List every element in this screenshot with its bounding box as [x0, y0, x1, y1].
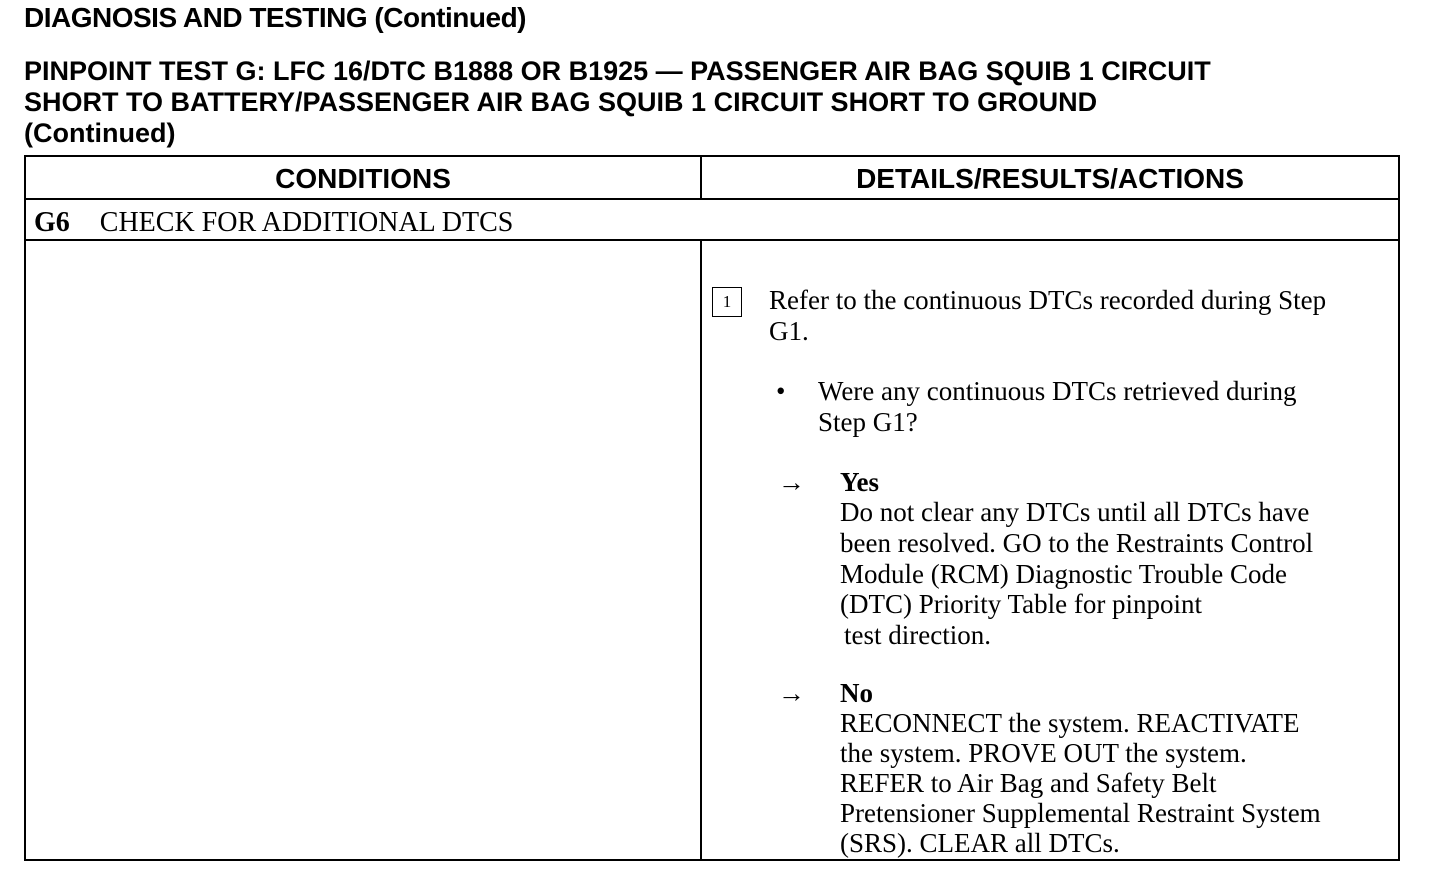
- yes-text-line: been resolved. GO to the Restraints Control: [840, 528, 1314, 558]
- row-divider: [26, 239, 1398, 241]
- no-text-line: Pretensioner Supplemental Restraint System: [840, 798, 1321, 828]
- no-text-line: REFER to Air Bag and Safety Belt: [840, 768, 1217, 798]
- yes-text-line: test direction.: [844, 620, 991, 650]
- column-divider: [700, 157, 702, 199]
- pinpoint-test-title: [24, 56, 1424, 149]
- arrow-right-icon: →: [778, 678, 805, 708]
- yes-label: Yes: [840, 467, 879, 497]
- column-header-conditions: CONDITIONS: [275, 163, 451, 194]
- yes-text-line: (DTC) Priority Table for pinpoint: [840, 589, 1203, 619]
- step-id: G6: [34, 207, 70, 238]
- bullet-icon: •: [776, 376, 786, 406]
- question-line: Were any continuous DTCs retrieved during: [818, 376, 1297, 406]
- action-text-line: G1.: [769, 316, 809, 346]
- step-title-row: [34, 207, 513, 239]
- step-title: CHECK FOR ADDITIONAL DTCS: [99, 207, 514, 238]
- no-label: No: [840, 678, 873, 708]
- no-text-line: RECONNECT the system. REACTIVATE: [840, 708, 1300, 738]
- action-text-line: Refer to the continuous DTCs recorded during Step: [769, 285, 1327, 315]
- column-divider: [700, 241, 702, 859]
- section-heading: DIAGNOSIS AND TESTING (Continued): [24, 2, 526, 33]
- test-title-line: SHORT TO BATTERY/PASSENGER AIR BAG SQUIB 1 CIRCUIT SHORT TO GROUND: [24, 87, 1098, 117]
- no-text-line: (SRS). CLEAR all DTCs.: [840, 828, 1120, 858]
- arrow-right-icon: →: [778, 467, 805, 497]
- row-divider: [26, 198, 1398, 200]
- action-number-box: 1: [712, 287, 742, 317]
- column-header-details: DETAILS/RESULTS/ACTIONS: [856, 163, 1244, 194]
- question-line: Step G1?: [818, 407, 918, 437]
- pinpoint-test-table: [24, 155, 1400, 861]
- test-title-line: (Continued): [24, 118, 176, 148]
- no-text-line: the system. PROVE OUT the system.: [840, 738, 1247, 768]
- yes-text-line: Do not clear any DTCs until all DTCs have: [840, 497, 1310, 527]
- yes-text-line: Module (RCM) Diagnostic Trouble Code: [840, 559, 1288, 589]
- test-title-line: PINPOINT TEST G: LFC 16/DTC B1888 OR B1925 — PASSENGER AIR BAG SQUIB 1 CIRCUIT: [24, 56, 1211, 86]
